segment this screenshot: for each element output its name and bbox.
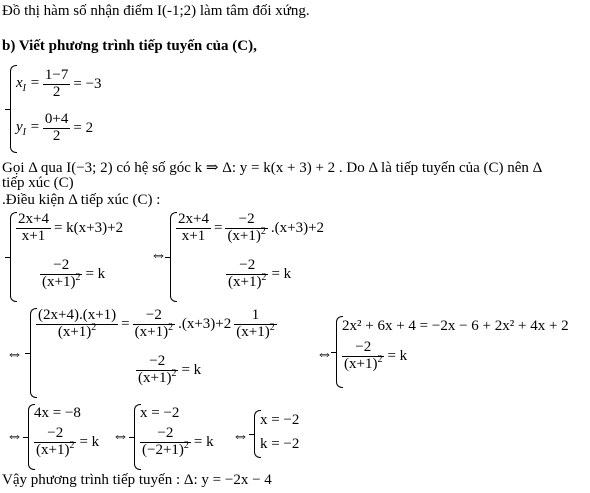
sys7-eq-a: x = −2 bbox=[260, 412, 300, 428]
dieu-kien-line: .Điều kiện Δ tiếp xúc (C) : bbox=[2, 192, 161, 208]
sys7-eq-b: k = −2 bbox=[260, 436, 300, 452]
equiv-3: ⇔ bbox=[316, 344, 333, 363]
sys6-eq-b: $\frac{-2}{(-2+1)^2}$ = k bbox=[142, 425, 214, 458]
sys4-eq-a: 2x² + 6x + 4 = −2x − 6 + 2x² + 4x + 2 bbox=[342, 318, 569, 334]
equiv-5: ⇔ bbox=[112, 426, 129, 445]
sys3-eq-a: $\frac{(2x+4).(x+1)}{(x+1)^2}$ = $\frac{-2}{(x+1)^2}$ .(x+3)+2 $\frac{1}{(x+1)^2}$ bbox=[38, 307, 275, 340]
tiep-xuc-line: tiếp xúc (C) bbox=[2, 175, 74, 191]
sys5-eq-a: 4x = −8 bbox=[34, 405, 81, 421]
conclusion: Vậy phương trình tiếp tuyến : Δ: y = −2x − 4 bbox=[2, 472, 272, 488]
sys2-eq-a: $\frac{2x+4}{x+1}$ = $\frac{-2}{(x+1)^2}$ .(x+3)+2 bbox=[178, 211, 325, 244]
sys1-eq-a: $\frac{2x+4}{x+1}$ = k(x+3)+2 bbox=[18, 211, 124, 244]
sys6-eq-a: x = −2 bbox=[140, 405, 180, 421]
section-b-heading: b) Viết phương trình tiếp tuyến của (C), bbox=[2, 38, 257, 54]
intro-line: Đồ thị hàm số nhận điểm I(-1;2) làm tâm đối xứng. bbox=[2, 3, 310, 19]
sys4-eq-b: $\frac{-2}{(x+1)^2}$ = k bbox=[344, 339, 408, 372]
sys2-eq-b: $\frac{-2}{(x+1)^2}$ = k bbox=[228, 257, 292, 290]
sys1-eq-b: $\frac{-2}{(x+1)^2}$ = k bbox=[42, 257, 106, 290]
equiv-4: ⇔ bbox=[6, 426, 23, 445]
sys3-eq-b: $\frac{-2}{(x+1)^2}$ = k bbox=[138, 353, 202, 386]
sys5-eq-b: $\frac{-2}{(x+1)^2}$ = k bbox=[36, 425, 100, 458]
y1-equation: $y_I$ = $\frac{0+4}{2}$ = 2 bbox=[16, 111, 94, 144]
x1-equation: $x_I$ = $\frac{1-7}{2}$ = −3 bbox=[16, 67, 102, 100]
goi-line: Gọi Δ qua I(−3; 2) có hệ số góc k ⇒ Δ: y = k(x + 3) + 2 . Do Δ là tiếp tuyến của (C) nên Δ bbox=[2, 160, 543, 176]
equiv-1: ⇔ bbox=[150, 245, 167, 264]
equiv-6: ⇔ bbox=[232, 426, 249, 445]
equiv-2: ⇔ bbox=[6, 344, 23, 363]
